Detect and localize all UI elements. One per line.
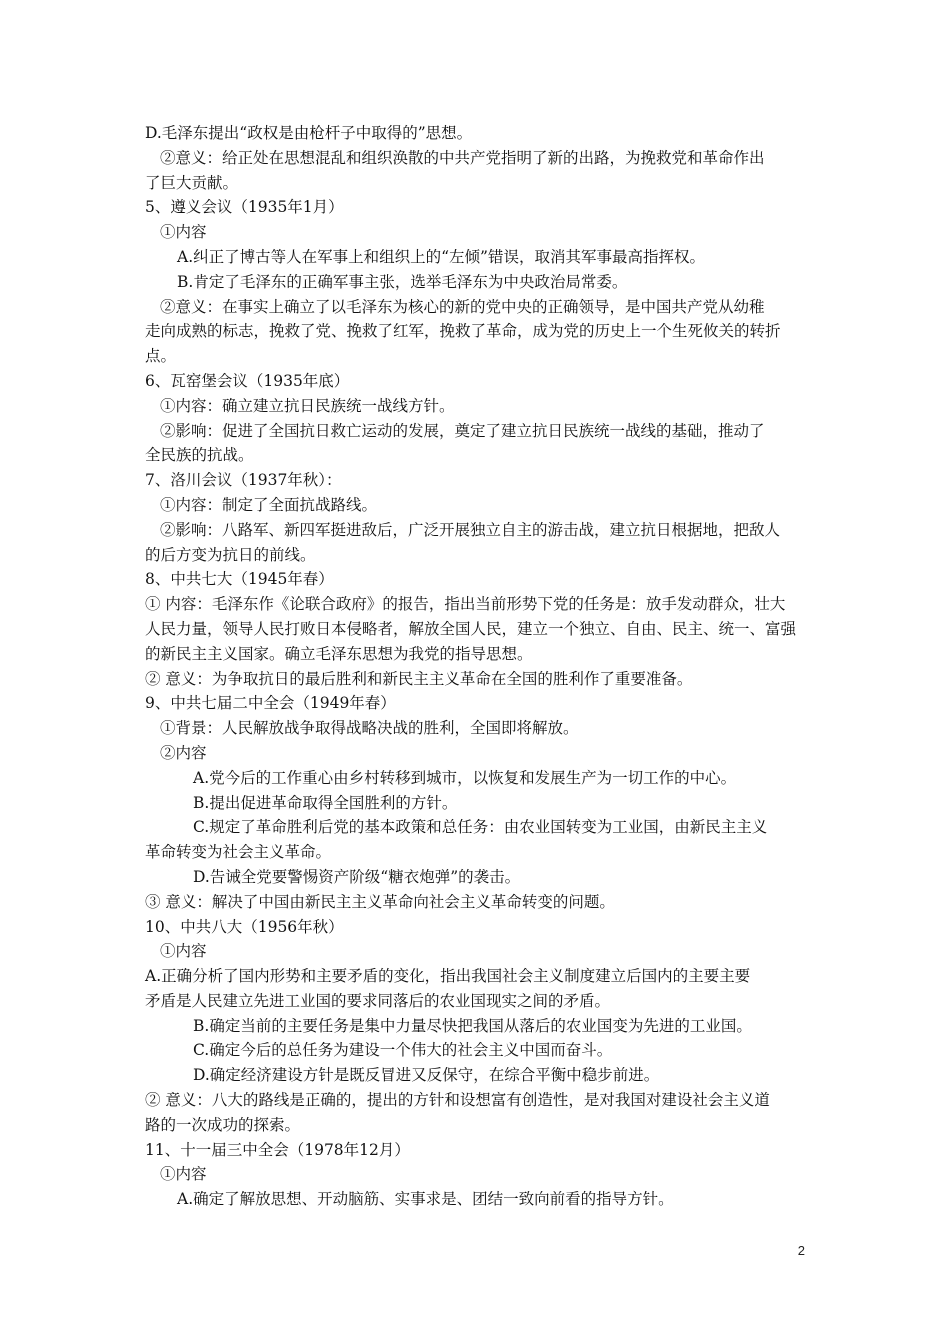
text-line: ②意义：给正处在思想混乱和组织涣散的中共产党指明了新的出路，为挽救党和革命作出	[160, 148, 765, 167]
text-line: 9、中共七届二中全会（1949年春）	[145, 694, 396, 713]
text-line: D.毛泽东提出“政权是由枪杆子中取得的”思想。	[145, 124, 473, 142]
text-line: 8、中共七大（1945年春）	[145, 570, 334, 589]
text-line: ①内容	[160, 1165, 207, 1184]
text-line: ①内容：确立建立抗日民族统一战线方针。	[160, 396, 455, 415]
text-line: D.告诫全党要警惕资产阶级“糖衣炮弹”的袭击。	[193, 867, 521, 886]
text-line: 走向成熟的标志，挽救了党、挽救了红军，挽救了革命，成为党的历史上一个生死攸关的转折	[145, 322, 781, 341]
text-line: ①背景：人民解放战争取得战略决战的胜利，全国即将解放。	[160, 719, 579, 738]
text-line: B.肯定了毛泽东的正确军事主张，选举毛泽东为中央政治局常委。	[177, 272, 628, 291]
text-line: D.确定经济建设方针是既反冒进又反保守，在综合平衡中稳步前进。	[193, 1066, 660, 1085]
text-line: 7、洛川会议（1937年秋）：	[145, 471, 342, 490]
text-line: 5、遵义会议（1935年1月）	[145, 198, 344, 217]
text-line: 6、瓦窑堡会议（1935年底）	[145, 371, 350, 390]
text-line: 全民族的抗战。	[145, 446, 254, 465]
text-line: A.党今后的工作重心由乡村转移到城市，以恢复和发展生产为一切工作的中心。	[193, 768, 737, 787]
text-line: ②影响：促进了全国抗日救亡运动的发展，奠定了建立抗日民族统一战线的基础，推动了	[160, 421, 765, 440]
document-body	[145, 121, 810, 1212]
text-line: ①内容	[160, 223, 207, 242]
text-line: C.确定今后的总任务为建设一个伟大的社会主义中国而奋斗。	[193, 1041, 613, 1060]
text-line: 的新民主主义国家。确立毛泽东思想为我党的指导思想。	[145, 644, 533, 663]
text-line: 人民力量，领导人民打败日本侵略者，解放全国人民，建立一个独立、自由、民主、统一、富强	[145, 619, 797, 638]
text-line: ①内容	[160, 942, 207, 961]
text-line: 点。	[145, 347, 177, 366]
text-line: ②内容	[160, 743, 207, 762]
text-line: A.正确分析了国内形势和主要矛盾的变化，指出我国社会主义制度建立后国内的主要主要	[145, 967, 751, 986]
text-line: ② 意义：八大的路线是正确的，提出的方针和设想富有创造性，是对我国对建设社会主义道	[145, 1091, 770, 1110]
text-line: 的后方变为抗日的前线。	[145, 545, 316, 564]
page-number: 2	[797, 1243, 805, 1258]
text-line: ③ 意义：解决了中国由新民主主义革命向社会主义革命转变的问题。	[145, 892, 615, 911]
text-line: A.确定了解放思想、开动脑筋、实事求是、团结一致向前看的指导方针。	[177, 1190, 674, 1209]
text-line: ①内容：制定了全面抗战路线。	[160, 495, 378, 514]
text-line: C.规定了革命胜利后党的基本政策和总任务：由农业国转变为工业国，由新民主主义	[193, 818, 768, 837]
text-line: A.纠正了博古等人在军事上和组织上的“左倾”错误，取消其军事最高指挥权。	[177, 247, 705, 266]
text-line: 11、十一届三中全会（1978年12月）	[145, 1140, 410, 1159]
text-line: ②影响：八路军、新四军挺进敌后，广泛开展独立自主的游击战，建立抗日根据地，把敌人	[160, 520, 781, 539]
text-line: ② 意义：为争取抗日的最后胜利和新民主主义革命在全国的胜利作了重要准备。	[145, 669, 693, 688]
text-line: ②意义：在事实上确立了以毛泽东为核心的新的党中央的正确领导，是中国共产党从幼稚	[160, 297, 765, 316]
text-line: 革命转变为社会主义革命。	[145, 843, 332, 862]
text-line: 10、中共八大（1956年秋）	[145, 917, 344, 936]
text-line: ① 内容：毛泽东作《论联合政府》的报告，指出当前形势下党的任务是：放手发动群众，壮大	[145, 595, 786, 614]
text-line: 路的一次成功的探索。	[145, 1115, 301, 1134]
text-line: 矛盾是人民建立先进工业国的要求同落后的农业国现实之间的矛盾。	[145, 991, 611, 1010]
text-line: B.提出促进革命取得全国胜利的方针。	[193, 793, 458, 812]
text-line: 了巨大贡献。	[145, 173, 239, 192]
text-line: B.确定当前的主要任务是集中力量尽快把我国从落后的农业国变为先进的工业国。	[193, 1016, 752, 1035]
